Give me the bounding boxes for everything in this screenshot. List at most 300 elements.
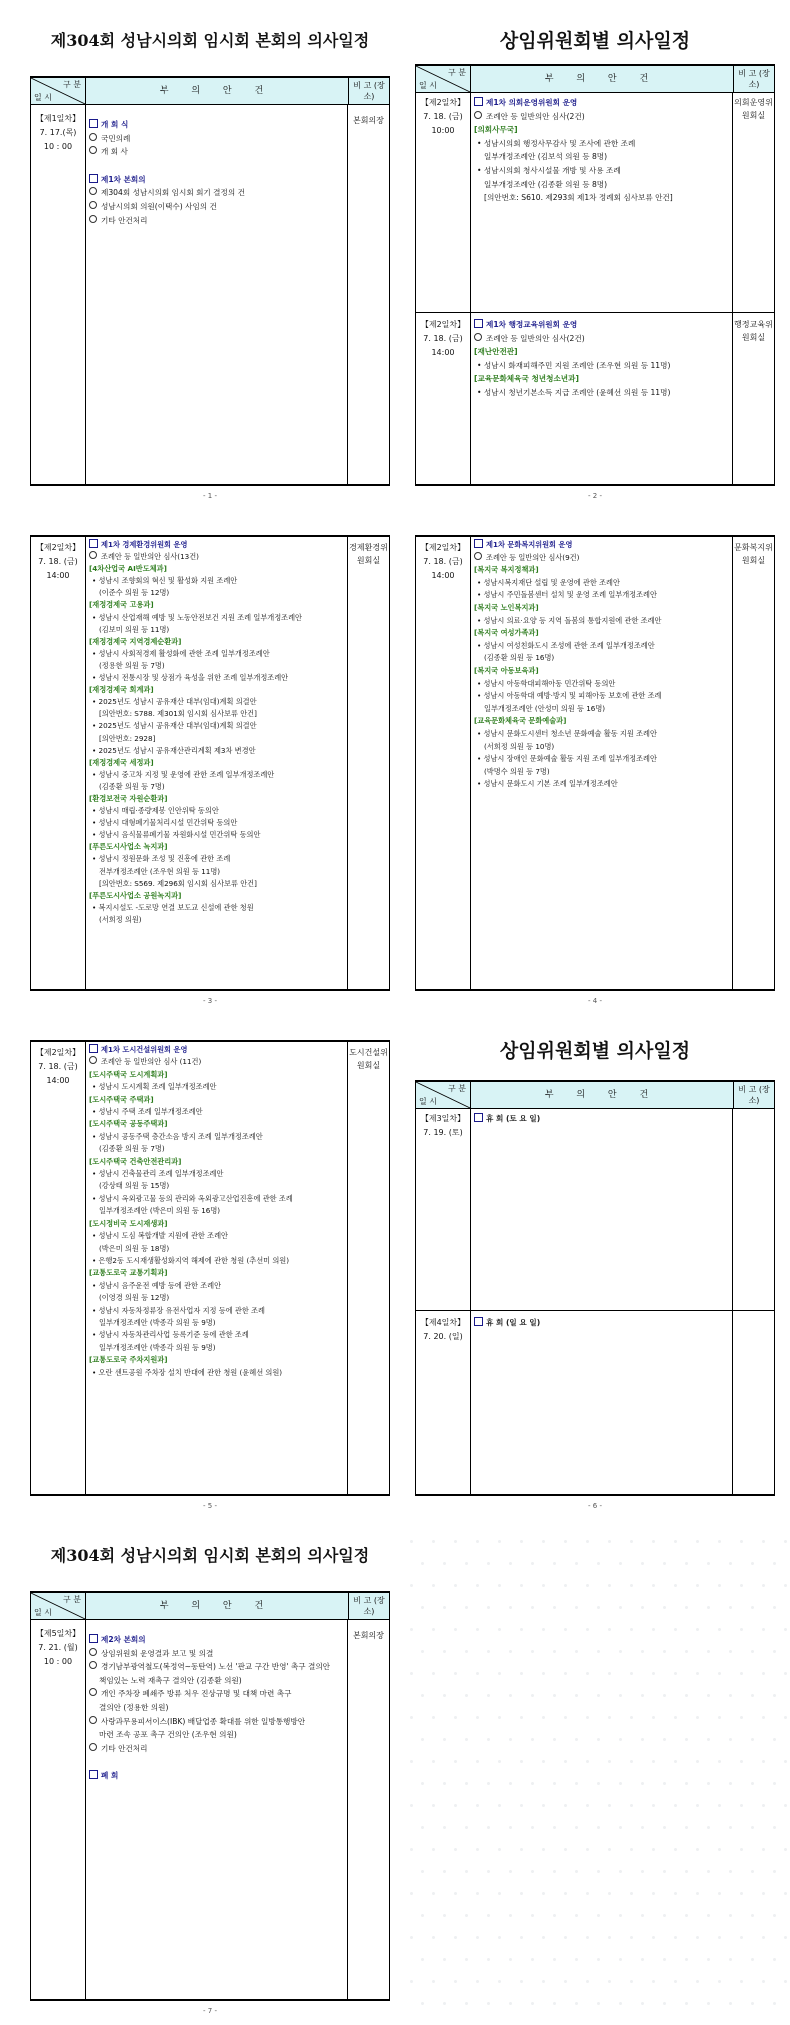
bill-item <box>89 575 344 587</box>
date-label: 7. 21. (월) <box>38 1643 78 1652</box>
background-dot <box>784 1936 787 1939</box>
background-dot <box>432 1848 435 1851</box>
header-gubun: 구 분 <box>63 80 81 89</box>
department-label-text: [푸른도시사업소 공원녹지과] <box>89 890 182 900</box>
session-heading-text: 제1차 도시건설위원회 운영 <box>101 1045 188 1054</box>
agenda-content <box>474 96 729 205</box>
background-dot <box>696 1584 699 1587</box>
bill-item <box>89 1106 344 1118</box>
agenda-item-text: 국민의례 <box>101 133 131 143</box>
background-dot <box>509 1782 512 1785</box>
background-dot <box>663 1870 666 1873</box>
background-dot <box>586 1980 589 1983</box>
background-dot <box>663 1958 666 1961</box>
background-dot <box>630 1804 633 1807</box>
continuation-line <box>89 866 344 878</box>
continuation-text: 일부개정조례안 (김종환 의원 등 8명) <box>484 179 608 189</box>
background-dot <box>553 1650 556 1653</box>
agenda-item <box>474 332 729 346</box>
department-label <box>89 1118 344 1130</box>
department-label-text: [교육문화체육국 청년청소년과] <box>474 374 579 384</box>
background-dot <box>575 1870 578 1873</box>
agenda-table <box>30 76 390 486</box>
background-dot <box>553 2002 556 2005</box>
dot-bullet-icon: • <box>477 360 484 370</box>
header-agenda: 부 의 안 건 <box>159 1601 274 1611</box>
background-dot <box>707 1650 710 1653</box>
agenda-table <box>30 1040 390 1496</box>
background-dot <box>465 1694 468 1697</box>
bill-item-text: 오란 센트공원 주차장 설치 반대에 관한 청원 (윤혜선 의원) <box>98 1367 283 1377</box>
background-dot <box>740 1892 743 1895</box>
background-dot <box>740 1980 743 1983</box>
square-bullet-icon <box>474 539 483 548</box>
agenda-item <box>89 551 344 563</box>
background-dot <box>740 1584 743 1587</box>
continuation-text: 일부개정조례안 (박종각 의원 등 9명) <box>99 1317 216 1327</box>
background-dot <box>773 1738 776 1741</box>
background-dot <box>784 1540 787 1543</box>
page-number: - 6 - <box>588 1502 602 1510</box>
continuation-line <box>89 1342 344 1354</box>
bill-item-text: 성남시 화재피해주민 지원 조례안 (조우현 의원 등 11명) <box>483 360 671 370</box>
background-dot <box>487 2002 490 2005</box>
background-dot <box>597 1958 600 1961</box>
background-dot <box>586 1936 589 1939</box>
background-dot <box>762 1848 765 1851</box>
background-dot <box>630 1672 633 1675</box>
dot-bullet-icon: • <box>477 615 484 625</box>
background-dot <box>421 1694 424 1697</box>
background-dot <box>608 1848 611 1851</box>
background-dot <box>564 1584 567 1587</box>
continuation-text: 일부개정조례안 (박은미 의원 등 16명) <box>99 1206 221 1216</box>
background-dot <box>707 1694 710 1697</box>
background-dot <box>465 1870 468 1873</box>
background-dot <box>674 1936 677 1939</box>
background-dot <box>476 1848 479 1851</box>
background-dot <box>685 1870 688 1873</box>
dot-bullet-icon: • <box>92 697 99 707</box>
agenda-content <box>474 318 729 400</box>
background-dot <box>762 1584 765 1587</box>
background-dot <box>542 1848 545 1851</box>
table-header <box>416 66 774 93</box>
table-header <box>31 1593 389 1620</box>
background-dot <box>619 2002 622 2005</box>
background-dot <box>465 1650 468 1653</box>
department-label <box>89 841 344 853</box>
square-bullet-icon <box>89 539 98 548</box>
bill-item <box>474 589 729 602</box>
bill-item <box>89 1168 344 1180</box>
bill-item-text: 성남시 장애인 문화예술 활동 지원 조례 일부개정조례안 <box>483 754 657 764</box>
agenda-item <box>89 1715 344 1729</box>
agenda-item-text: 조례안 등 일반의안 심사 (11건) <box>101 1057 202 1067</box>
background-dot <box>762 1804 765 1807</box>
dot-bullet-icon: • <box>477 138 484 148</box>
background-dot <box>597 1870 600 1873</box>
square-bullet-icon <box>474 319 483 328</box>
background-dot <box>586 1804 589 1807</box>
header-remarks: 비 고 (장 소) <box>348 1593 389 1619</box>
bill-item <box>89 805 344 817</box>
page-title: 제304회 성남시의회 임시회 본회의 의사일정 <box>50 1546 370 1565</box>
background-dot <box>773 1958 776 1961</box>
background-dot <box>707 1782 710 1785</box>
background-dot <box>674 1804 677 1807</box>
session-heading <box>89 1633 344 1647</box>
background-dot <box>729 1606 732 1609</box>
place-cell: 문화복지위원회실 <box>734 543 773 565</box>
date-label: 7. 18. (금) <box>423 557 463 566</box>
background-dot <box>641 1826 644 1829</box>
background-dot <box>553 1870 556 1873</box>
agenda-content <box>89 118 344 227</box>
background-dot <box>520 1848 523 1851</box>
background-dot <box>531 1562 534 1565</box>
background-dot <box>421 1606 424 1609</box>
department-label <box>474 123 729 137</box>
background-dot <box>696 1760 699 1763</box>
continuation-text: 결의안 (정용한 의원) <box>99 1702 169 1712</box>
header-agenda: 부 의 안 건 <box>159 86 274 96</box>
background-dot <box>454 1760 457 1763</box>
background-dot <box>564 1848 567 1851</box>
background-dot <box>685 1826 688 1829</box>
background-dot <box>531 1606 534 1609</box>
background-dot <box>608 1540 611 1543</box>
background-dot <box>740 1628 743 1631</box>
agenda-table <box>415 535 775 991</box>
bill-item-text: 성남시의회 행정사무감사 및 조사에 관한 조례 <box>483 138 636 148</box>
dot-bullet-icon: • <box>92 1305 99 1315</box>
background-dot <box>553 1826 556 1829</box>
department-label <box>89 684 344 696</box>
date-cell <box>416 541 470 583</box>
agenda-item-text: 경기남부광역철도(복정역~동탄역) 노선 '판교 구간 반영' 촉구 결의안 <box>101 1662 331 1672</box>
department-label <box>474 345 729 359</box>
background-dot <box>487 1826 490 1829</box>
background-dot <box>685 1606 688 1609</box>
agenda-item <box>89 200 344 214</box>
department-label-text: [교통도로국 주차지원과] <box>89 1355 168 1365</box>
agenda-item <box>89 1742 344 1756</box>
background-dot <box>520 1936 523 1939</box>
dot-bullet-icon: • <box>92 1193 99 1203</box>
date-label: 7. 17.(목) <box>39 128 77 137</box>
bill-item <box>474 164 729 178</box>
background-dot <box>410 1672 413 1675</box>
background-dot <box>762 1760 765 1763</box>
background-dot <box>707 1870 710 1873</box>
department-label <box>89 793 344 805</box>
page-number: - 1 - <box>203 492 217 500</box>
background-dot <box>663 1738 666 1741</box>
background-dot <box>641 1870 644 1873</box>
background-dot <box>685 2002 688 2005</box>
background-dot <box>641 1738 644 1741</box>
day-label: 【제2일차】 <box>420 98 466 107</box>
background-dot <box>784 1760 787 1763</box>
agenda-content <box>89 539 344 926</box>
background-dot <box>784 1848 787 1851</box>
background-dot <box>553 1562 556 1565</box>
background-dot <box>498 1672 501 1675</box>
background-dot <box>630 1628 633 1631</box>
bill-item <box>89 817 344 829</box>
circle-bullet-icon <box>89 133 97 141</box>
background-dot <box>740 1716 743 1719</box>
background-dot <box>465 1606 468 1609</box>
bill-item-text: 성남시 자동차정류장 유전사업자 지정 등에 관한 조례 <box>98 1305 265 1315</box>
bill-item-text: 성남시 정원문화 조성 및 진흥에 관한 조례 <box>98 854 231 864</box>
background-dot <box>542 1760 545 1763</box>
dot-bullet-icon: • <box>92 1082 99 1092</box>
department-label-text: [재정경제국 세정과] <box>89 757 154 767</box>
bill-item <box>89 1193 344 1205</box>
background-dot <box>564 1980 567 1983</box>
continuation-line <box>89 914 344 926</box>
background-dot <box>476 1628 479 1631</box>
bill-item-text: 성남시복지재단 설립 및 운영에 관한 조례안 <box>483 577 620 587</box>
background-dot <box>586 1760 589 1763</box>
date-label: 7. 18. (금) <box>38 1062 78 1071</box>
continuation-text: (이영경 의원 등 12명) <box>99 1293 170 1303</box>
header-ilsi: 일 시 <box>34 93 52 102</box>
continuation-text: (박명수 의원 등 7명) <box>484 766 550 776</box>
dot-bullet-icon: • <box>92 818 99 828</box>
agenda-page-3 <box>30 535 390 1005</box>
continuation-text: 일부개정조례안 (김보석 의원 등 8명) <box>484 152 608 162</box>
circle-bullet-icon <box>89 201 97 209</box>
background-dot <box>520 1628 523 1631</box>
continuation-text: [의안번호: 2928] <box>99 733 156 743</box>
background-dot <box>663 1650 666 1653</box>
agenda-table <box>30 535 390 991</box>
date-cell <box>31 1046 85 1088</box>
header-ilsi: 일 시 <box>34 1608 52 1617</box>
background-dot <box>740 1760 743 1763</box>
background-dot <box>685 1694 688 1697</box>
circle-bullet-icon <box>474 552 482 560</box>
continuation-line <box>89 1701 344 1715</box>
background-dot <box>619 1958 622 1961</box>
circle-bullet-icon <box>89 187 97 195</box>
department-label <box>474 372 729 386</box>
background-dot <box>410 1584 413 1587</box>
continuation-text: [의안번호: S788. 제301회 임시회 심사보류 안건] <box>99 709 257 719</box>
bill-item-text: 성남시 문화도시센터 청소년 문화예술 활동 지원 조례안 <box>483 728 657 738</box>
background-dot <box>575 1562 578 1565</box>
dot-bullet-icon: • <box>477 754 484 764</box>
background-dot <box>762 1936 765 1939</box>
bill-item-text: 성남시 의료·요양 등 지역 돌봄의 통합지원에 관한 조례안 <box>483 615 662 625</box>
continuation-line <box>474 191 729 205</box>
department-label-text: [복지국 복지정책과] <box>474 565 539 575</box>
agenda-content <box>474 1112 729 1126</box>
session-heading <box>89 118 344 132</box>
background-dot <box>443 1738 446 1741</box>
background-dot <box>564 1628 567 1631</box>
agenda-content <box>89 1044 344 1379</box>
dot-bullet-icon: • <box>92 1131 99 1141</box>
background-dot <box>542 1804 545 1807</box>
background-dot <box>685 1650 688 1653</box>
background-dot <box>476 1936 479 1939</box>
background-dot <box>751 1562 754 1565</box>
background-dot <box>674 1980 677 1983</box>
background-dot <box>718 1716 721 1719</box>
background-dot <box>509 1870 512 1873</box>
background-dot <box>630 1848 633 1851</box>
background-dot <box>498 1760 501 1763</box>
session-heading <box>474 96 729 110</box>
session-heading-text: 휴 회 (일 요 일) <box>486 1318 541 1327</box>
background-dot <box>674 1892 677 1895</box>
circle-bullet-icon <box>89 215 97 223</box>
bill-item <box>474 386 729 400</box>
background-dot <box>575 1826 578 1829</box>
agenda-item <box>89 145 344 159</box>
continuation-line <box>89 624 344 636</box>
background-dot <box>509 1958 512 1961</box>
background-dot <box>630 1936 633 1939</box>
background-dot <box>784 1716 787 1719</box>
background-dot <box>531 1738 534 1741</box>
bill-item-text: 성남시 건축물관리 조례 일부개정조례안 <box>98 1169 224 1179</box>
agenda-content <box>89 1633 344 1783</box>
background-dot <box>586 1584 589 1587</box>
background-dot <box>454 1980 457 1983</box>
agenda-item-text: 사랑과무용피서이스(IBK) 배달업종 확대를 위한 일방통행방안 <box>101 1716 306 1726</box>
bill-item-text: 성남시 산업재해 예방 및 노동안전보건 지원 조례 일부개정조례안 <box>98 612 302 622</box>
background-dot <box>586 1892 589 1895</box>
bill-item-text: 성남시 주택 조례 일부개정조례안 <box>98 1107 203 1117</box>
background-dot <box>432 1584 435 1587</box>
background-dot <box>784 1804 787 1807</box>
background-dot <box>542 1716 545 1719</box>
background-dot <box>707 1958 710 1961</box>
agenda-item-text: 조례안 등 일반의안 심사(9건) <box>486 552 580 562</box>
background-dot <box>465 1914 468 1917</box>
background-dot <box>674 1584 677 1587</box>
background-dot <box>718 1804 721 1807</box>
background-dot <box>531 1782 534 1785</box>
session-heading <box>89 173 344 187</box>
continuation-line <box>474 766 729 779</box>
session-heading-text: 휴 회 (토 요 일) <box>486 1114 541 1123</box>
background-dot <box>685 1958 688 1961</box>
background-dot <box>498 1540 501 1543</box>
time-label: 10 : 00 <box>43 142 73 151</box>
background-dot <box>784 1628 787 1631</box>
background-dot <box>542 1936 545 1939</box>
dot-bullet-icon: • <box>477 640 484 650</box>
bill-item <box>89 769 344 781</box>
session-heading <box>474 539 729 552</box>
background-dot <box>652 1936 655 1939</box>
continuation-line <box>89 587 344 599</box>
bill-item <box>89 1081 344 1093</box>
background-dot <box>410 1936 413 1939</box>
background-dot <box>597 1562 600 1565</box>
background-dot <box>696 1628 699 1631</box>
background-dot <box>707 1562 710 1565</box>
background-dot <box>641 1782 644 1785</box>
background-dot <box>564 1672 567 1675</box>
header-gubun: 구 분 <box>63 1595 81 1604</box>
background-dot <box>718 1980 721 1983</box>
background-dot <box>663 2002 666 2005</box>
background-dot <box>553 1782 556 1785</box>
background-dot <box>773 1914 776 1917</box>
background-dot <box>509 1914 512 1917</box>
session-heading-text: 폐 회 <box>101 1771 119 1781</box>
bill-item-text: 성남시의회 청사시설물 개방 및 사용 조례 <box>483 165 621 175</box>
background-dot <box>443 1650 446 1653</box>
session-heading-text: 제1차 경제환경위원회 운영 <box>101 540 188 549</box>
background-dot <box>498 1628 501 1631</box>
background-dot <box>751 1870 754 1873</box>
session-heading <box>89 1044 344 1056</box>
day-label: 【제2일차】 <box>420 320 466 329</box>
page-number: - 2 - <box>588 492 602 500</box>
page-title: 제304회 성남시의회 임시회 본회의 의사일정 <box>50 31 370 50</box>
background-dot <box>630 1892 633 1895</box>
department-label-text: [도시주택국 공동주택과] <box>89 1119 168 1129</box>
background-dot <box>740 1848 743 1851</box>
background-dot <box>762 1716 765 1719</box>
bill-item-text: 성남시 문화도시 기본 조례 일부개정조례안 <box>483 779 618 789</box>
session-heading-text: 제1차 문화복지위원회 운영 <box>486 540 573 549</box>
background-dot <box>608 1804 611 1807</box>
agenda-item <box>89 186 344 200</box>
background-dot <box>630 1980 633 1983</box>
department-label <box>89 563 344 575</box>
background-dot <box>619 1562 622 1565</box>
background-dot <box>410 1540 413 1543</box>
background-dot <box>751 1782 754 1785</box>
background-dot <box>630 1760 633 1763</box>
agenda-item-text: 제304회 성남시의회 임시회 회기 결정의 건 <box>101 188 245 198</box>
agenda-table <box>30 1591 390 2001</box>
background-dot <box>520 1584 523 1587</box>
background-dot <box>410 1716 413 1719</box>
background-dot <box>432 1540 435 1543</box>
background-dot <box>531 1650 534 1653</box>
background-dot <box>531 1914 534 1917</box>
header-gubun: 구 분 <box>448 1084 466 1093</box>
background-dot <box>421 1562 424 1565</box>
background-dot <box>575 1738 578 1741</box>
date-cell <box>416 1316 470 1344</box>
department-label-text: [복지국 노인복지과] <box>474 602 539 612</box>
continuation-text: 전부개정조례안 (조우현 의원 등 11명) <box>99 866 221 876</box>
background-dot <box>564 1760 567 1763</box>
dot-bullet-icon: • <box>92 1169 99 1179</box>
department-label <box>89 1218 344 1230</box>
date-cell <box>416 96 470 138</box>
day-label: 【제1일차】 <box>35 114 81 123</box>
background-dot <box>762 1980 765 1983</box>
continuation-line <box>474 703 729 716</box>
background-dot <box>586 1716 589 1719</box>
bill-item <box>89 1329 344 1341</box>
background-dot <box>685 1914 688 1917</box>
dot-bullet-icon: • <box>92 648 99 658</box>
date-cell <box>31 541 85 583</box>
